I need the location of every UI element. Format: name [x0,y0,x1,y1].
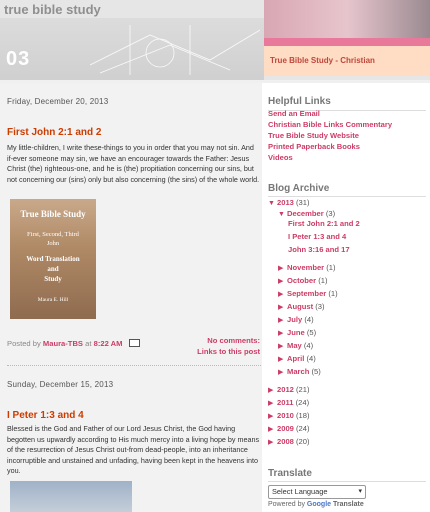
expand-arrow-icon[interactable]: ▶ [278,356,284,363]
collapse-arrow-icon[interactable]: ▼ [268,200,275,207]
posted-by-label: Posted by [7,339,41,348]
book-subtitle: Word Translation [26,255,80,263]
archive-year-2011[interactable] [268,398,309,407]
expand-arrow-icon[interactable]: ▶ [278,343,284,350]
helpful-links-heading: Helpful Links [268,96,331,107]
archive-year-2008[interactable] [268,437,310,446]
translate-heading: Translate [268,468,312,479]
blog-subtitle: True Bible Study - Christian [270,56,375,65]
collapse-arrow-icon[interactable]: ▼ [278,211,285,218]
book-title: True Bible Study [20,209,86,219]
archive-month-label[interactable]: June [287,328,305,337]
blog-title[interactable]: true bible study [4,2,101,17]
book-subtitle: John [46,240,60,247]
archive-month-label[interactable]: August [287,302,314,311]
archive-month-label[interactable]: July [287,315,303,324]
archive-month-may[interactable] [278,341,313,350]
link-bible-commentary[interactable]: Christian Bible Links Commentary [268,120,393,129]
archive-year-count: (21) [296,385,310,394]
post-image[interactable] [10,481,132,512]
blog-header [0,0,430,83]
google-logo[interactable]: Google [306,501,332,508]
expand-arrow-icon[interactable]: ▶ [278,304,284,311]
archive-month-label[interactable]: October [287,276,317,285]
expand-arrow-icon[interactable]: ▶ [278,291,284,298]
archive-month-november[interactable] [278,263,336,272]
expand-arrow-icon[interactable]: ▶ [278,369,284,376]
sidebar [262,83,430,512]
expand-arrow-icon[interactable]: ▶ [278,317,284,324]
book-subtitle: First, Second, Third [27,231,79,238]
expand-arrow-icon[interactable]: ▶ [278,265,284,272]
post-title[interactable]: I Peter 1:3 and 4 [7,410,84,421]
archive-year-2010[interactable] [268,411,310,420]
archive-year-count: (20) [296,437,310,446]
archive-month-june[interactable] [278,328,316,337]
powered-by-google-translate [268,501,364,508]
archive-year-label[interactable]: 2010 [277,411,294,420]
archive-year-2012[interactable] [268,385,310,394]
expand-arrow-icon[interactable]: ▶ [268,439,274,446]
header-photo-right [264,0,430,38]
archive-post-link[interactable]: John 3:16 and 17 [288,245,350,254]
link-videos[interactable]: Videos [268,153,293,162]
book-cover-image[interactable] [10,199,96,319]
blog-archive-heading: Blog Archive [268,183,330,194]
expand-arrow-icon[interactable]: ▶ [278,278,284,285]
archive-month-label[interactable]: April [287,354,305,363]
book-subtitle: and [47,265,59,273]
archive-month-label[interactable]: September [287,289,327,298]
book-subtitle: Study [44,275,62,283]
archive-month-label[interactable]: May [287,341,302,350]
archive-year-label[interactable]: 2008 [277,437,294,446]
archive-month-march[interactable] [278,367,321,376]
heading-underline [268,481,426,482]
post-body: My little-children, I write these-things to you in order that you may not sin. And if-ever someone may sin, we have an encourager towards the Father: Jesus Christ (the) righteous-one, and he is (the) propitiation concerning our sins, but not concerning our (sins) only but also concerning (the sins) of the whole world. [7,143,260,184]
archive-year-count: (24) [295,398,310,407]
archive-post-link[interactable]: First John 2:1 and 2 [288,219,360,228]
archive-month-december[interactable] [278,209,335,218]
archive-month-count: (4) [304,315,314,324]
expand-arrow-icon[interactable]: ▶ [278,330,284,337]
header-number: 03 [6,48,31,70]
book-author: Maura E. Hill [37,297,69,303]
header-subtitle-box [264,46,430,76]
post-footer [7,338,140,348]
link-paperback-books[interactable]: Printed Paperback Books [268,142,361,151]
archive-year-count: (24) [296,424,310,433]
archive-month-count: (1) [328,289,338,298]
post-divider [7,365,261,366]
at-label: at [85,339,92,348]
archive-month-count: (5) [306,328,317,337]
archive-month-august[interactable] [278,302,325,311]
expand-arrow-icon[interactable]: ▶ [268,400,274,407]
archive-year-label[interactable]: 2012 [277,385,294,394]
expand-arrow-icon[interactable]: ▶ [268,387,274,394]
main-content [0,83,262,512]
archive-month-count: (4) [306,354,316,363]
archive-month-count: (4) [303,341,314,350]
archive-post-link[interactable]: I Peter 1:3 and 4 [288,232,347,241]
link-website[interactable]: True Bible Study Website [268,131,360,140]
archive-year-count: (18) [296,411,310,420]
archive-year-count: (31) [296,198,310,207]
powered-by-label: Powered by [268,501,305,508]
language-select[interactable] [268,485,366,499]
archive-month-count: (1) [326,263,336,272]
archive-month-september[interactable] [278,289,338,298]
archive-month-october[interactable] [278,276,328,285]
archive-year-label[interactable]: 2009 [277,424,294,433]
expand-arrow-icon[interactable]: ▶ [268,413,274,420]
comments-count[interactable]: No comments: [207,336,260,345]
post-body: Blessed is the God and Father of our Lord Jesus Christ, the God having begotten us upwardly according to His much mercy into a living hope by means of the resurrection of Jesus Christ out-from dead-people, into an inheritance incorruptible and unstained and unfading, having been kept in the heavens into you. [7,424,260,476]
archive-month-label[interactable]: March [287,367,310,376]
archive-year-label[interactable]: 2011 [277,398,294,407]
header-pink-strip [264,38,430,46]
archive-month-label[interactable]: December [287,209,324,218]
archive-year-2009[interactable] [268,424,310,433]
archive-month-july[interactable] [278,315,314,324]
archive-month-label[interactable]: November [287,263,325,272]
expand-arrow-icon[interactable]: ▶ [268,426,274,433]
post-author-link[interactable]: Maura-TBS [42,339,83,348]
archive-month-count: (1) [318,276,328,285]
archive-year-label[interactable]: 2013 [277,198,294,207]
heading-underline [268,196,426,197]
dropdown-arrow-icon: ▾ [358,488,362,495]
comments-link[interactable] [190,335,260,357]
date-header: Friday, December 20, 2013 [7,97,109,106]
archive-month-count: (5) [311,367,321,376]
post-time-link[interactable]: 8:22 AM [93,339,123,348]
header-decor-lines [90,25,260,75]
archive-month-april[interactable] [278,354,316,363]
archive-month-count: (3) [325,209,336,218]
translate-link[interactable]: Translate [333,501,364,508]
post-title[interactable]: First John 2:1 and 2 [7,127,102,138]
date-header: Sunday, December 15, 2013 [7,380,114,389]
archive-month-count: (3) [315,302,325,311]
link-send-email[interactable]: Send an Email [268,109,320,118]
archive-year-2013[interactable] [268,198,310,207]
email-post-icon[interactable] [129,339,140,347]
language-select-value: Select Language [272,487,328,496]
links-to-post[interactable]: Links to this post [197,347,260,356]
